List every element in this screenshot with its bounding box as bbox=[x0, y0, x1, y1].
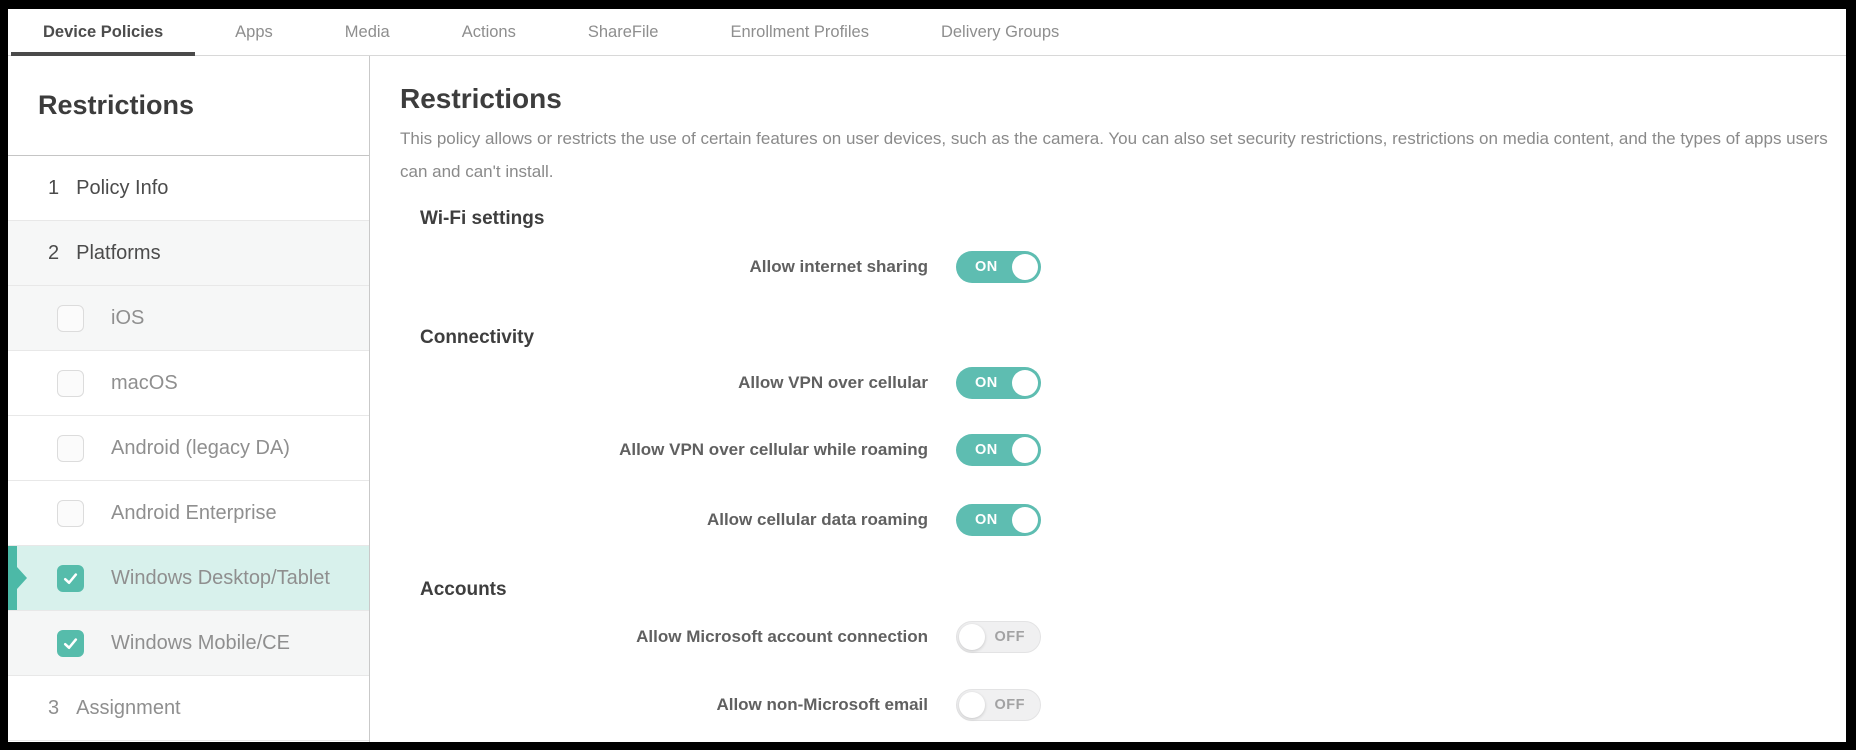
tab-device-policies[interactable]: Device Policies bbox=[11, 9, 195, 55]
platform-label: Android (legacy DA) bbox=[111, 436, 290, 459]
toggle-knob bbox=[1012, 507, 1038, 533]
tab-media[interactable]: Media bbox=[344, 22, 390, 41]
toggle-allow-vpn-over-cellular-while-roaming[interactable] bbox=[956, 434, 1041, 466]
toggle-allow-non-microsoft-email[interactable] bbox=[956, 689, 1041, 721]
toggle-state-label: ON bbox=[975, 512, 998, 528]
section-heading-wifi-settings: Wi-Fi settings bbox=[420, 208, 545, 229]
step-number: 2 bbox=[48, 241, 60, 264]
platform-checkbox-checked[interactable] bbox=[57, 630, 84, 657]
tab-enrollment-profiles[interactable]: Enrollment Profiles bbox=[730, 22, 869, 41]
sidebar-item-windows-mobile-ce[interactable] bbox=[8, 611, 369, 676]
platform-checkbox-unchecked[interactable] bbox=[57, 500, 84, 527]
toggle-state-label: ON bbox=[975, 375, 998, 391]
toggle-state-label: ON bbox=[975, 259, 998, 275]
page-description: This policy allows or restricts the use of certain features on user devices, such as the camera. You can also set security restrictions, restrictions on media content, and the types of apps users can and can't install. bbox=[400, 129, 1828, 181]
platform-label: Android Enterprise bbox=[111, 501, 277, 524]
platform-checkbox-unchecked[interactable] bbox=[57, 305, 84, 332]
toggle-allow-internet-sharing[interactable] bbox=[956, 251, 1041, 283]
platform-checkbox-unchecked[interactable] bbox=[57, 370, 84, 397]
toggle-state-label: ON bbox=[975, 442, 998, 458]
step-label: Assignment bbox=[76, 696, 181, 719]
setting-row bbox=[400, 621, 1846, 653]
setting-label: Allow VPN over cellular while roaming bbox=[619, 440, 928, 459]
setting-label: Allow VPN over cellular bbox=[738, 373, 928, 392]
sidebar-item-windows-desktop-tablet[interactable] bbox=[8, 546, 369, 611]
checkmark-icon bbox=[62, 635, 79, 652]
sidebar-item-policy-info[interactable] bbox=[8, 156, 369, 221]
sidebar-item-platforms[interactable] bbox=[8, 221, 369, 286]
setting-row bbox=[400, 504, 1846, 536]
top-tab-bar bbox=[8, 9, 1846, 56]
tab-delivery-groups[interactable]: Delivery Groups bbox=[940, 22, 1060, 41]
toggle-knob bbox=[959, 692, 985, 718]
page-title: Restrictions bbox=[400, 83, 562, 114]
sidebar-policy-title: Restrictions bbox=[8, 56, 369, 156]
toggle-allow-microsoft-account-connection[interactable] bbox=[956, 621, 1041, 653]
platform-checkbox-unchecked[interactable] bbox=[57, 435, 84, 462]
toggle-state-label: OFF bbox=[994, 697, 1025, 713]
setting-row bbox=[400, 251, 1846, 283]
toggle-knob bbox=[1012, 437, 1038, 463]
checkmark-icon bbox=[62, 570, 79, 587]
toggle-state-label: OFF bbox=[994, 629, 1025, 645]
step-number: 1 bbox=[48, 176, 60, 199]
platform-label: iOS bbox=[111, 306, 145, 329]
tab-apps[interactable]: Apps bbox=[235, 22, 273, 41]
app-window bbox=[8, 9, 1846, 742]
setting-row bbox=[400, 689, 1846, 721]
platform-label: macOS bbox=[111, 371, 178, 394]
step-label: Policy Info bbox=[76, 176, 169, 199]
setting-label: Allow cellular data roaming bbox=[706, 510, 928, 529]
setting-label: Allow Microsoft account connection bbox=[636, 627, 928, 646]
toggle-knob bbox=[1012, 254, 1038, 280]
tab-sharefile[interactable]: ShareFile bbox=[587, 22, 659, 41]
toggle-knob bbox=[1012, 370, 1038, 396]
sidebar-item-ios[interactable] bbox=[8, 286, 369, 351]
setting-label: Allow non-Microsoft email bbox=[716, 695, 928, 714]
setting-label: Allow internet sharing bbox=[749, 257, 928, 276]
restrictions-settings-panel bbox=[371, 56, 1846, 742]
toggle-allow-cellular-data-roaming[interactable] bbox=[956, 504, 1041, 536]
section-heading-accounts: Accounts bbox=[420, 579, 507, 600]
step-number: 3 bbox=[48, 696, 60, 719]
platform-checkbox-checked[interactable] bbox=[57, 565, 84, 592]
sidebar-item-assignment[interactable] bbox=[8, 676, 369, 741]
setting-row bbox=[400, 434, 1846, 466]
platform-label: Windows Mobile/CE bbox=[111, 631, 290, 654]
toggle-knob bbox=[959, 624, 985, 650]
setting-row bbox=[400, 367, 1846, 399]
sidebar-item-android-enterprise[interactable] bbox=[8, 481, 369, 546]
policy-stepper-sidebar bbox=[8, 56, 370, 742]
toggle-allow-vpn-over-cellular[interactable] bbox=[956, 367, 1041, 399]
section-heading-connectivity: Connectivity bbox=[420, 327, 535, 348]
tab-actions[interactable]: Actions bbox=[461, 22, 516, 41]
step-label: Platforms bbox=[76, 241, 161, 264]
sidebar-item-android-legacy-da[interactable] bbox=[8, 416, 369, 481]
sidebar-item-macos[interactable] bbox=[8, 351, 369, 416]
platform-label: Windows Desktop/Tablet bbox=[111, 566, 330, 589]
